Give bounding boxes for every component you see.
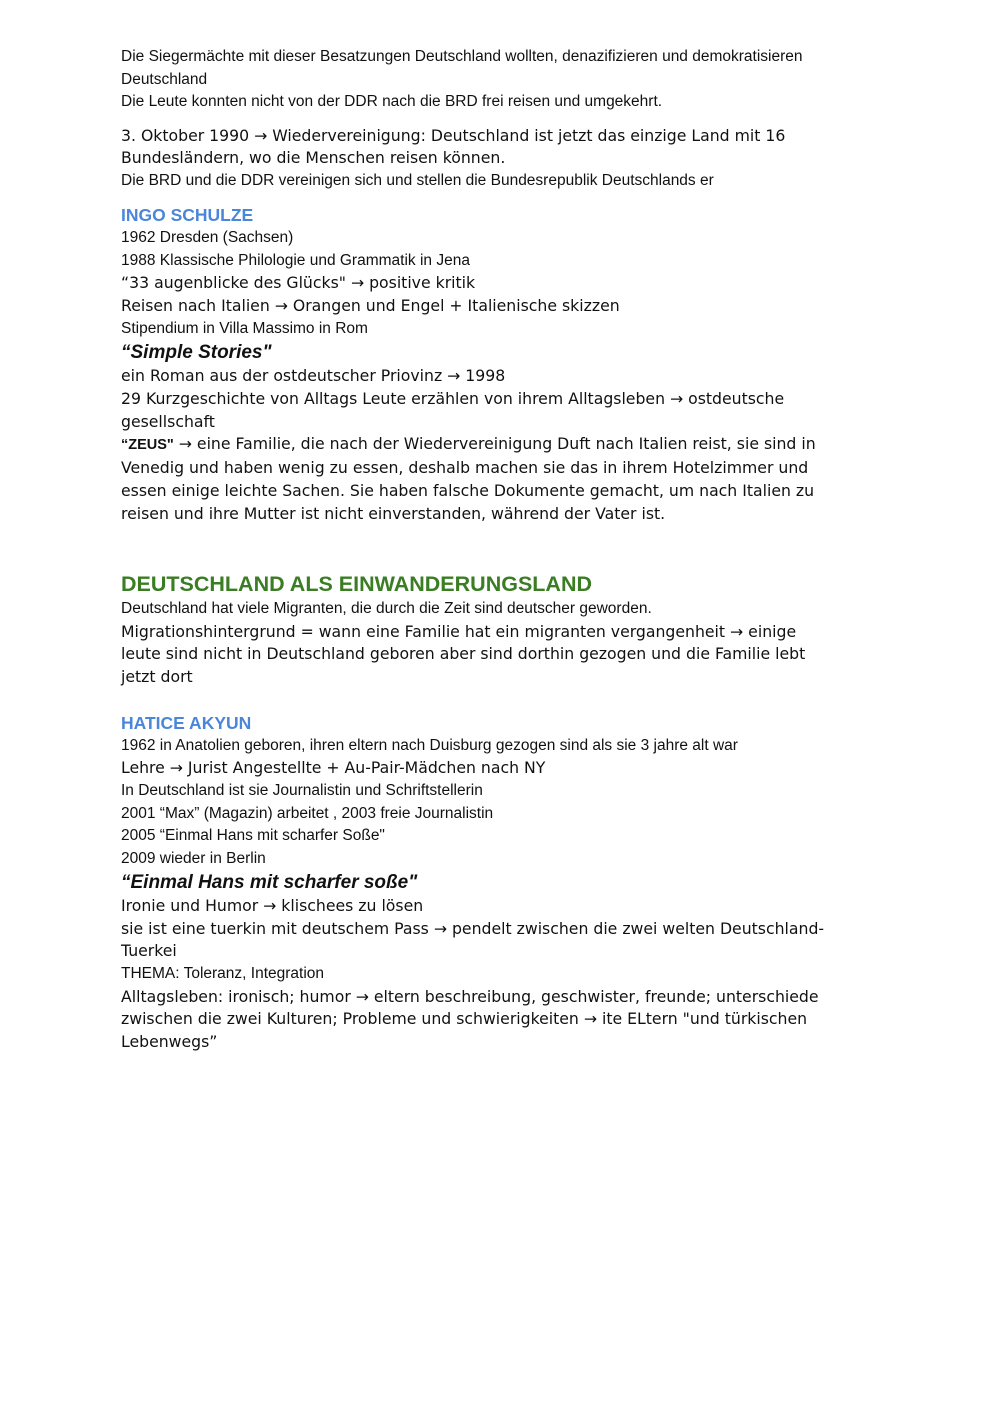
text-line: ein Roman aus der ostdeutscher Priovinz → 1998 — [121, 366, 506, 386]
text-line: “33 augenblicke des Glücks" → positive kritik — [121, 273, 476, 293]
text-line: 1962 Dresden (Sachsen) — [121, 229, 294, 247]
text-line: Die Leute konnten nicht von der DDR nach die BRD frei reisen und umgekehrt. — [121, 93, 663, 110]
text-line: 1962 in Anatolien geboren, ihren eltern nach Duisburg gezogen sind als sie 3 jahre alt war — [121, 736, 738, 754]
document-page — [121, 46, 881, 1054]
text-line: zwischen die zwei Kulturen; Probleme und schwierigkeiten → ite ELtern "und türkischen — [121, 1009, 808, 1029]
zeus-label: “ZEUS" — [121, 437, 174, 454]
text-line: leute sind nicht in Deutschland geboren aber sind dorthin gezogen und die Familie lebt — [121, 644, 806, 664]
text-line: Ironie und Humor → klischees zu lösen — [121, 896, 424, 916]
text-line: 2005 “Einmal Hans mit scharfer Soße" — [121, 827, 385, 845]
text-line: reisen und ihre Mutter ist nicht einverstanden, während der Vater ist. — [121, 503, 666, 523]
text-line: essen einige leichte Sachen. Sie haben falsche Dokumente gemacht, um nach Italien zu — [121, 480, 815, 500]
text-line: Lehre → Jurist Angestellte + Au-Pair-Mädchen nach NY — [121, 758, 546, 778]
einwanderung-section — [121, 570, 881, 689]
text-line: 2009 wieder in Berlin — [121, 849, 266, 867]
intro-section — [121, 46, 881, 192]
text-line: Tuerkei — [121, 941, 177, 961]
section-heading: DEUTSCHLAND ALS EINWANDERUNGSLAND — [121, 572, 593, 597]
text-line: Migrationshintergrund = wann eine Familie hat ein migranten vergangenheit → einige — [121, 621, 797, 641]
text-line: gesellschaft — [121, 411, 215, 431]
text-line — [121, 433, 881, 457]
text-line: Die Siegermächte mit dieser Besatzungen Deutschland wollten, denazifizieren und demokratisieren — [121, 48, 803, 65]
text-line: Bundesländern, wo die Menschen reisen können. — [121, 148, 506, 168]
zeus-text: → eine Familie, die nach der Wiedervereinigung Duft nach Italien reist, sie sind in — [173, 434, 816, 454]
section-heading: HATICE AKYUN — [121, 712, 252, 733]
text-line: THEMA: Toleranz, Integration — [121, 965, 325, 983]
book-title: “Simple Stories" — [121, 342, 272, 364]
text-line: Deutschland hat viele Migranten, die durch die Zeit sind deutscher geworden. — [121, 600, 652, 618]
akyun-section — [121, 711, 881, 1054]
text-line: 29 Kurzgeschichte von Alltags Leute erzählen von ihrem Alltagsleben → ostdeutsche — [121, 389, 785, 409]
text-line: sie ist eine tuerkin mit deutschem Pass → pendelt zwischen die zwei welten Deutschland- — [121, 918, 825, 938]
text-line: Reisen nach Italien → Orangen und Engel + Italienische skizzen — [121, 296, 620, 316]
text-line: Venedig und haben wenig zu essen, deshalb machen sie das in ihrem Hotelzimmer und — [121, 458, 809, 478]
text-line: Die BRD und die DDR vereinigen sich und stellen die Bundesrepublik Deutschlands er — [121, 171, 714, 189]
text-line: Stipendium in Villa Massimo in Rom — [121, 319, 368, 337]
text-line: 2001 “Max” (Magazin) arbeitet , 2003 freie Journalistin — [121, 804, 494, 822]
text-line: In Deutschland ist sie Journalistin und Schriftstellerin — [121, 782, 483, 800]
schulze-section — [121, 203, 881, 525]
text-line: Alltagsleben: ironisch; humor → eltern beschreibung, geschwister, freunde; unterschiede — [121, 986, 819, 1006]
section-heading: INGO SCHULZE — [121, 205, 254, 226]
book-title: “Einmal Hans mit scharfer soße" — [121, 872, 418, 894]
text-line: Deutschland — [121, 70, 208, 88]
text-line: jetzt dort — [121, 667, 193, 687]
text-line: 1988 Klassische Philologie und Grammatik in Jena — [121, 251, 470, 269]
text-line: Lebenwegs” — [121, 1032, 218, 1052]
text-line: 3. Oktober 1990 → Wiedervereinigung: Deutschland ist jetzt das einzige Land mit 16 — [121, 125, 786, 145]
